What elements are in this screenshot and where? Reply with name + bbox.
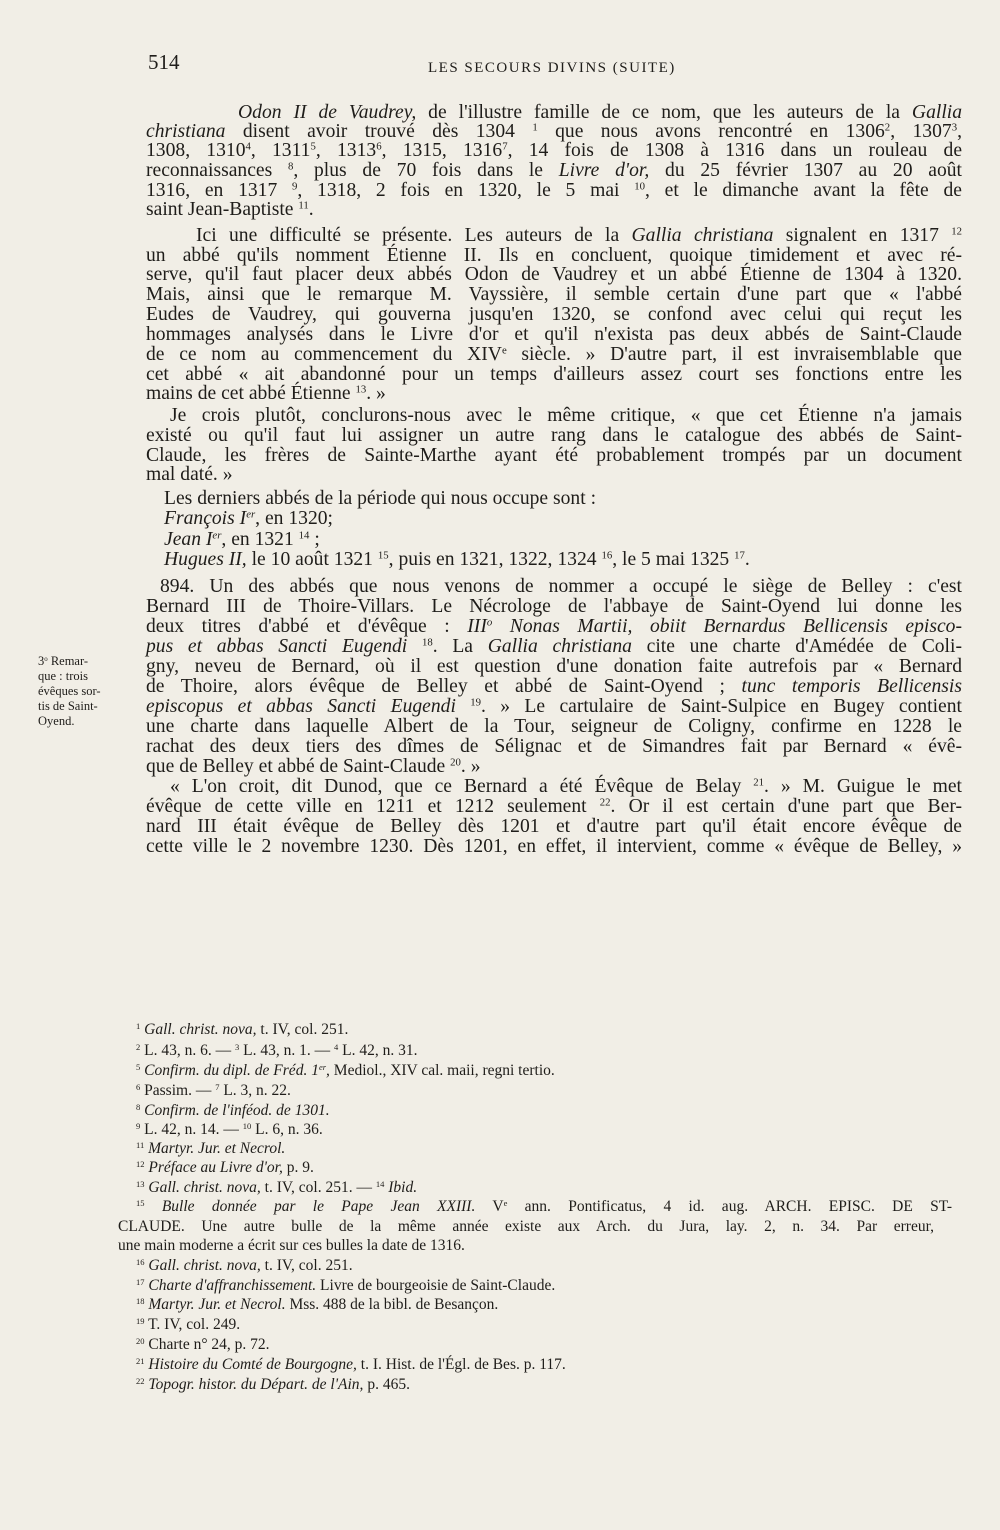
body-line: Odon II de Vaudrey, de l'illustre famille de ce nom, que les auteurs de la Gallia [238, 102, 962, 123]
footnote-line: $^5$ Confirm. du dipl. de Fréd. 1er, Mediol., XIV cal. maii, regni tertio. [136, 1061, 555, 1079]
footnote-line: $^{19}$ T. IV, col. 249. [136, 1315, 241, 1333]
footnote-line: une main moderne a écrit sur ces bulles la date de 1316. [118, 1237, 465, 1254]
body-line: François Ier, en 1320; [164, 508, 333, 529]
footnote-line: $^{12}$ Préface au Livre d'or, p. 9. [136, 1158, 314, 1176]
footnote-line: $^2$ L. 43, n. 6. — $^3$ L. 43, n. 1. — $^4$ L. 42, n. 31. [136, 1041, 418, 1059]
body-line: cette ville le 2 novembre 1230. Dès 1201, en effet, il intervient, comme « évêque de Belley, » [146, 836, 962, 857]
body-line: Jean Ier, en 1321 $^{14}$ ; [164, 529, 320, 550]
margin-note-line: 3$^o$ Remar- [38, 654, 89, 668]
footnote-line: $^{16}$ Gall. christ. nova, t. IV, col. 251. [136, 1256, 353, 1274]
body-line: une charte dans laquelle Albert de la Tour, seigneur de Coligny, confirme en 1228 le [146, 716, 962, 737]
body-line: deux titres d'abbé et d'évêque : III$^o$ Nonas Martii, obiit Bernardus Bellicensis episco- [146, 616, 962, 637]
margin-note-line: Oyend. [38, 714, 75, 728]
body-line: serve, qu'il faut placer deux abbés Odon de Vaudrey et un abbé Étienne de 1304 à 1320. [146, 264, 962, 285]
body-line: « L'on croit, dit Dunod, que ce Bernard a été Évêque de Belay $^{21}$. » M. Guigue le met [170, 776, 962, 797]
margin-note-line: que : trois [38, 669, 88, 683]
body-line: 1308, 1310$^4$, 1311$^5$, 1313$^6$, 1315, 1316$^7$, 14 fois de 1308 à 1316 dans un rouleau de [146, 140, 963, 161]
body-line: Les derniers abbés de la période qui nous occupe sont : [164, 488, 597, 509]
footnote-line: $^1$ Gall. christ. nova, t. IV, col. 251. [136, 1020, 349, 1038]
body-line: de ce nom au commencement du XIVe siècle. » D'autre part, il est invraisemblable que [146, 344, 962, 365]
running-title: LES SECOURS DIVINS (SUITE) [428, 60, 676, 76]
body-line: saint Jean-Baptiste $^{11}$. [146, 199, 314, 220]
body-line: hommages analysés dans le Livre d'or et qu'il n'exista pas deux abbés de Saint-Claude [146, 324, 962, 345]
footnote-line: $^{13}$ Gall. christ. nova, t. IV, col. 251. — $^{14}$ Ibid. [136, 1178, 418, 1196]
footnote-line: $^{18}$ Martyr. Jur. et Necrol. Mss. 488 de la bibl. de Besançon. [136, 1295, 499, 1313]
body-line: cet abbé « ait abandonné pour un temps d'ailleurs assez court ses fonctions entre les [146, 364, 962, 385]
footnote-line: $^{11}$ Martyr. Jur. et Necrol. [136, 1139, 286, 1157]
footnote-line: $^9$ L. 42, n. 14. — $^{10}$ L. 6, n. 36. [136, 1120, 323, 1138]
body-line: pus et abbas Sancti Eugendi $^{18}$. La Gallia christiana cite une charte d'Amédée de Coli- [146, 636, 962, 657]
body-line: gny, neveu de Bernard, où il est question d'une donation faite autrefois par « Bernard [146, 656, 962, 677]
body-line: que de Belley et abbé de Saint-Claude $^{20}$. » [146, 756, 481, 777]
footnote-line: $^{21}$ Histoire du Comté de Bourgogne, t. I. Hist. de l'Égl. de Bes. p. 117. [136, 1355, 566, 1373]
body-line: 894. Un des abbés que nous venons de nommer a occupé le siège de Belley : c'est [160, 576, 962, 597]
body-line: évêque de cette ville en 1211 et 1212 seulement $^{22}$. Or il est certain d'une part que Ber- [146, 796, 962, 817]
footnote-line: $^8$ Confirm. de l'inféod. de 1301. [136, 1101, 330, 1119]
body-line: existé ou qu'il faut lui assigner un autre rang dans le catalogue des abbés de Saint- [146, 425, 962, 446]
footnote-line: $^{22}$ Topogr. histor. du Départ. de l'Ain, p. 465. [136, 1375, 410, 1393]
body-line: Mais, ainsi que le remarque M. Vayssière, il semble certain d'une part que « l'abbé [146, 284, 962, 305]
body-line: episcopus et abbas Sancti Eugendi $^{19}$. » Le cartulaire de Saint-Sulpice en Bugey contient [146, 696, 962, 717]
body-line: Claude, les frères de Sainte-Marthe ayant été probablement trompés par un document [146, 445, 962, 466]
body-line: Bernard III de Thoire-Villars. Le Nécrologe de l'abbaye de Saint-Oyend lui donne les [146, 596, 962, 617]
body-line: nard III était évêque de Belley dès 1201 et d'autre part qu'il était encore évêque de [146, 816, 962, 837]
footnote-line: $^{17}$ Charte d'affranchissement. Livre de bourgeoisie de Saint-Claude. [136, 1276, 556, 1294]
body-line: de Thoire, alors évêque de Belley et abbé de Saint-Oyend ; tunc temporis Bellicensis [146, 676, 962, 697]
body-line: christiana disent avoir trouvé dès 1304 $^1$ que nous avons rencontré en 1306$^2$, 1307$^3$, [146, 121, 962, 142]
body-line: un abbé qu'ils nomment Étienne II. Ils en concluent, quoique timidement et avec ré- [146, 245, 962, 266]
body-line: reconnaissances $^8$, plus de 70 fois dans le Livre d'or, du 25 février 1307 au 20 août [146, 160, 962, 181]
page-number: 514 [148, 50, 180, 74]
footnote-line: $^{20}$ Charte n° 24, p. 72. [136, 1335, 270, 1353]
footnote-line: $^{15}$ Bulle donnée par le Pape Jean XXIII. Ve ann. Pontificatus, 4 id. aug. ARCH. EPISC. DE ST- [136, 1197, 952, 1215]
footnote-line: CLAUDE. Une autre bulle de la même année existe aux Arch. du Jura, lay. 2, n. 34. Par erreur, [118, 1218, 934, 1235]
body-line: Je crois plutôt, conclurons-nous avec le même critique, « que cet Étienne n'a jamais [170, 405, 962, 426]
body-line: 1316, en 1317 $^9$, 1318, 2 fois en 1320, le 5 mai $^{10}$, et le dimanche avant la fête de [146, 180, 962, 201]
body-line: rachat des deux tiers des dîmes de Sélignac et de Simandres fait par Bernard « évê- [146, 736, 962, 757]
body-line: Hugues II, le 10 août 1321 $^{15}$, puis en 1321, 1322, 1324 $^{16}$, le 5 mai 1325 $^{17}$. [164, 549, 750, 570]
body-line: mal daté. » [146, 464, 233, 485]
margin-note-line: évêques sor- [38, 684, 101, 698]
footnote-line: $^6$ Passim. — $^7$ L. 3, n. 22. [136, 1081, 291, 1099]
body-line: Ici une difficulté se présente. Les auteurs de la Gallia christiana signalent en 1317 $^{12}$ [196, 225, 962, 246]
body-line: Eudes de Vaudrey, qui gouverna jusqu'en 1320, se confond avec celui qui reçut les [146, 304, 962, 325]
body-line: mains de cet abbé Étienne $^{13}$. » [146, 383, 386, 404]
margin-note-line: tis de Saint- [38, 699, 98, 713]
